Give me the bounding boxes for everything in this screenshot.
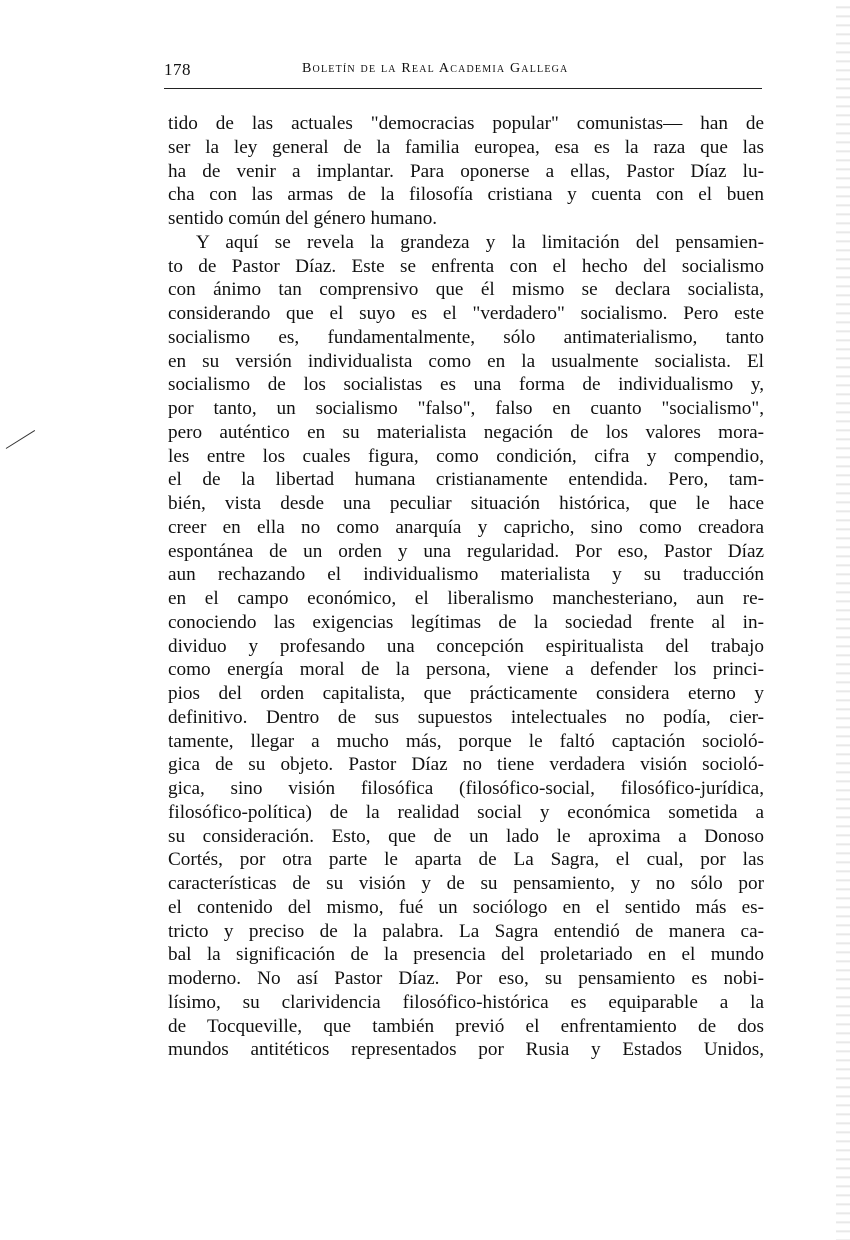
text-line: ha de venir a implantar. Para oponerse a ellas, Pastor Díaz lu- [168,160,764,182]
page-header [164,58,762,84]
text-line: conociendo las exigencias legítimas de la sociedad frente al in- [168,611,764,633]
text-line: socialismo es, fundamentalmente, sólo antimaterialismo, tanto [168,326,764,348]
text-line: tamente, llegar a mucho más, porque le faltó captación socioló- [168,730,764,752]
margin-pencil-mark [6,430,35,449]
text-line: el de la libertad humana cristianamente entendida. Pero, tam- [168,469,764,491]
text-line: socialismo de los socialistas es una forma de individualismo y, [168,374,764,396]
text-line: tricto y preciso de la palabra. La Sagra entendió de manera ca- [168,920,764,942]
text-line: les entre los cuales figura, como condición, cifra y compendio, [168,445,764,467]
text-line: filosófico-política) de la realidad social y económica sometida a [168,801,764,823]
text-line: en el campo económico, el liberalismo manchesteriano, aun re- [168,588,764,609]
text-line: sentido común del género humano. [168,208,438,229]
text-line: creer en ella no como anarquía y capricho, sino como creadora [168,516,764,538]
text-line: dividuo y profesando una concepción espiritualista del trabajo [168,635,764,657]
text-line: espontánea de un orden y una regularidad. Por eso, Pastor Díaz [168,540,764,562]
text-line: ser la ley general de la familia europea, esa es la raza que las [168,136,764,158]
text-line: características de su visión y de su pensamiento, y no sólo por [168,873,764,894]
text-line: definitivo. Dentro de sus supuestos intelectuales no podía, cier- [168,706,764,728]
text-line: de Tocqueville, que también previó el enfrentamiento de dos [168,1015,764,1037]
text-line: moderno. No así Pastor Díaz. Por eso, su pensamiento es nobi- [168,968,764,989]
text-line: su consideración. Esto, que de un lado le aproxima a Donoso [168,825,764,847]
text-line: aun rechazando el individualismo materialista y su traducción [168,564,764,586]
text-line: cha con las armas de la filosofía cristiana y cuenta con el buen [168,184,764,206]
text-line: considerando que el suyo es el "verdadero" socialismo. Pero este [168,303,764,324]
text-line: bal la significación de la presencia del proletariado en el mundo [168,944,764,966]
text-line: en su versión individualista como en la usualmente socialista. El [168,350,764,372]
running-title: Boletín de la Real Academia Gallega [302,61,569,76]
text-line: pero auténtico en su materialista negación de los valores mora- [168,421,764,443]
text-line: gica de su objeto. Pastor Díaz no tiene verdadera visión socioló- [168,754,764,776]
text-line: Cortés, por otra parte le aparta de La Sagra, el cual, por las [168,849,764,871]
paragraph-start-line: Y aquí se revela la grandeza y la limitación del pensamien- [196,231,764,253]
text-line: mundos antitéticos representados por Rusia y Estados Unidos, [168,1039,764,1061]
body-text [168,112,764,1062]
scan-edge-noise [836,0,850,1240]
text-line: bién, vista desde una peculiar situación histórica, que le hace [168,493,764,514]
text-line: lísimo, su clarividencia filosófico-histórica es equiparable a la [168,991,764,1013]
text-line: como energía moral de la persona, viene a defender los princi- [168,659,764,681]
text-line: to de Pastor Díaz. Este se enfrenta con el hecho del socialismo [168,255,764,277]
text-line: pios del orden capitalista, que prácticamente considera eterno y [168,683,764,704]
text-line: por tanto, un socialismo "falso", falso en cuanto "socialismo", [168,398,764,419]
page-number: 178 [164,60,191,79]
text-line: gica, sino visión filosófica (filosófico-social, filosófico-jurídica, [168,778,764,799]
text-line: con ánimo tan comprensivo que él mismo se declara socialista, [168,279,764,301]
text-line: tido de las actuales "democracias popular" comunistas— han de [168,113,764,134]
text-line: el contenido del mismo, fué un sociólogo en el sentido más es- [168,896,764,918]
header-rule [164,88,762,89]
